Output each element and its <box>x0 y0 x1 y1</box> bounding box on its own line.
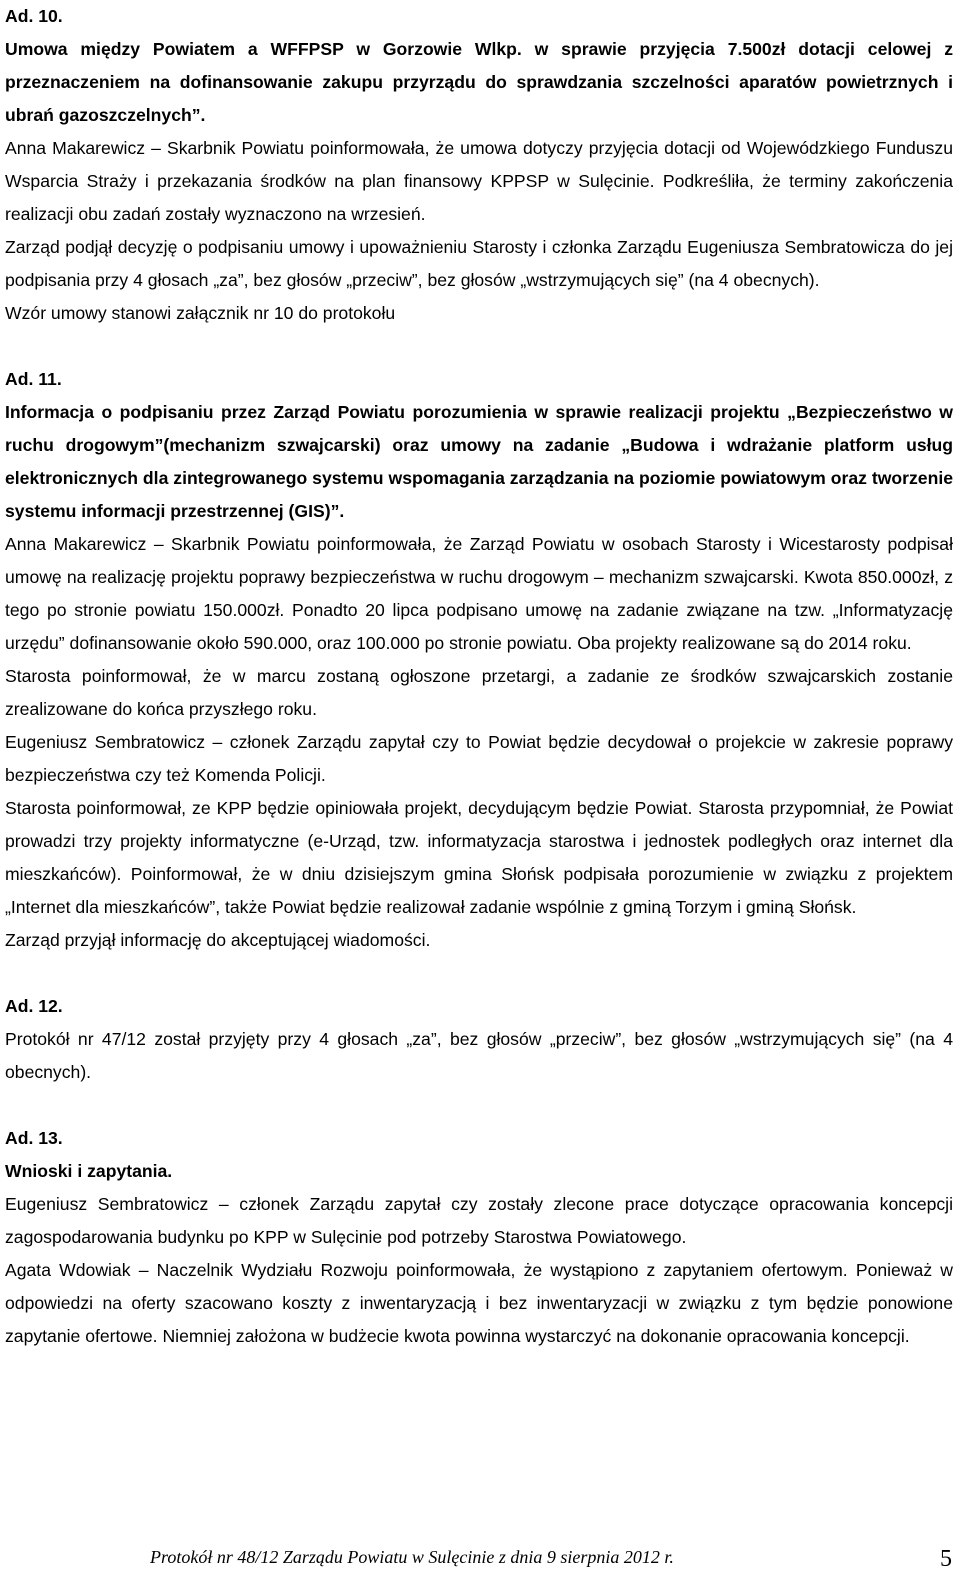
section-title: Wnioski i zapytania. <box>5 1161 173 1181</box>
paragraph: Protokół nr 47/12 został przyjęty przy 4 głosach „za”, bez głosów „przeciw”, bez głosów „wstrzymujących się” (na 4 obecnych). <box>5 1029 953 1082</box>
section-heading: Ad. 10. <box>5 6 63 26</box>
document-body <box>5 0 953 1353</box>
paragraph: Eugeniusz Sembratowicz – członek Zarządu zapytał czy zostały zlecone prace dotyczące opracowania koncepcji zagospodarowania budynku po KPP w Sulęcinie pod potrzeby Starostwa Powiatowego. <box>5 1194 953 1247</box>
section-heading: Ad. 12. <box>5 996 63 1016</box>
paragraph: Anna Makarewicz – Skarbnik Powiatu poinformowała, że umowa dotyczy przyjęcia dotacji od Wojewódzkiego Funduszu Wsparcia Straży i przekazania środków na plan finansowy KPPSP w Sulęcinie. Podkreśliła, że terminy zakończenia realizacji obu zadań zostały wyznaczono na wrzesień. <box>5 138 953 224</box>
spacer <box>5 957 953 990</box>
paragraph: Zarząd przyjął informację do akceptującej wiadomości. <box>5 930 431 950</box>
section-ad11 <box>5 363 953 957</box>
paragraph: Anna Makarewicz – Skarbnik Powiatu poinformowała, że Zarząd Powiatu w osobach Starosty i Wicestarosty podpisał umowę na realizację projektu poprawy bezpieczeństwa w ruchu drogowym – mechanizm szwajcarski. Kwota 850.000zł, z tego po stronie powiatu 150.000zł. Ponadto 20 lipca podpisano umowę na zadanie związane na tzw. „Informatyzację urzędu” dofinansowanie około 590.000, oraz 100.000 po stronie powiatu. Oba projekty realizowane są do 2014 roku. <box>5 534 953 653</box>
section-title: Informacja o podpisaniu przez Zarząd Powiatu porozumienia w sprawie realizacji projektu „Bezpieczeństwo w ruchu drogowym”(mechanizm szwajcarski) oraz umowy na zadanie „Budowa i wdrażanie platform usług elektronicznych dla zintegrowanego systemu wspomagania zarządzania na poziomie powiatowym oraz tworzenie systemu informacji przestrzennej (GIS)”. <box>5 402 953 521</box>
section-ad13 <box>5 1122 953 1353</box>
spacer <box>5 330 953 363</box>
section-ad10 <box>5 0 953 330</box>
footer-text: Protokół nr 48/12 Zarządu Powiatu w Sulęcinie z dnia 9 sierpnia 2012 r. <box>150 1547 674 1567</box>
page-footer <box>0 1541 960 1573</box>
section-title: Umowa między Powiatem a WFFPSP w Gorzowie Wlkp. w sprawie przyjęcia 7.500zł dotacji celowej z przeznaczeniem na dofinansowanie zakupu przyrządu do sprawdzania szczelności aparatów powietrznych i ubrań gazoszczelnych”. <box>5 39 953 125</box>
paragraph: Starosta poinformował, ze KPP będzie opiniowała projekt, decydującym będzie Powiat. Starosta przypomniał, że Powiat prowadzi trzy projekty informatyczne (e-Urząd, tzw. informatyzacja starostwa i jednostek podległych oraz internet dla mieszkańców). Poinformował, że w dniu dzisiejszym gmina Słońsk podpisała porozumienie w związku z projektem „Internet dla mieszkańców”, także Powiat będzie realizował zadanie wspólnie z gminą Torzym i gminą Słońsk. <box>5 798 953 917</box>
paragraph: Starosta poinformował, że w marcu zostaną ogłoszone przetargi, a zadanie ze środków szwajcarskich zostanie zrealizowane do końca przyszłego roku. <box>5 666 953 719</box>
paragraph: Agata Wdowiak – Naczelnik Wydziału Rozwoju poinformowała, że wystąpiono z zapytaniem ofertowym. Ponieważ w odpowiedzi na oferty szacowano koszty z inwentaryzacją i bez inwentaryzacji w związku z tym będzie ponowione zapytanie ofertowe. Niemniej założona w budżecie kwota powinna wystarczyć na dokonanie opracowania koncepcji. <box>5 1260 953 1346</box>
page-number: 5 <box>940 1546 952 1572</box>
section-ad12 <box>5 990 953 1089</box>
section-heading: Ad. 11. <box>5 369 62 389</box>
section-heading: Ad. 13. <box>5 1128 63 1148</box>
paragraph: Eugeniusz Sembratowicz – członek Zarządu zapytał czy to Powiat będzie decydował o projekcie w zakresie poprawy bezpieczeństwa czy też Komenda Policji. <box>5 732 953 785</box>
paragraph: Wzór umowy stanowi załącznik nr 10 do protokołu <box>5 303 396 323</box>
spacer <box>5 1089 953 1122</box>
paragraph: Zarząd podjął decyzję o podpisaniu umowy i upoważnieniu Starosty i członka Zarządu Eugeniusza Sembratowicza do jej podpisania przy 4 głosach „za”, bez głosów „przeciw”, bez głosów „wstrzymujących się” (na 4 obecnych). <box>5 237 953 290</box>
